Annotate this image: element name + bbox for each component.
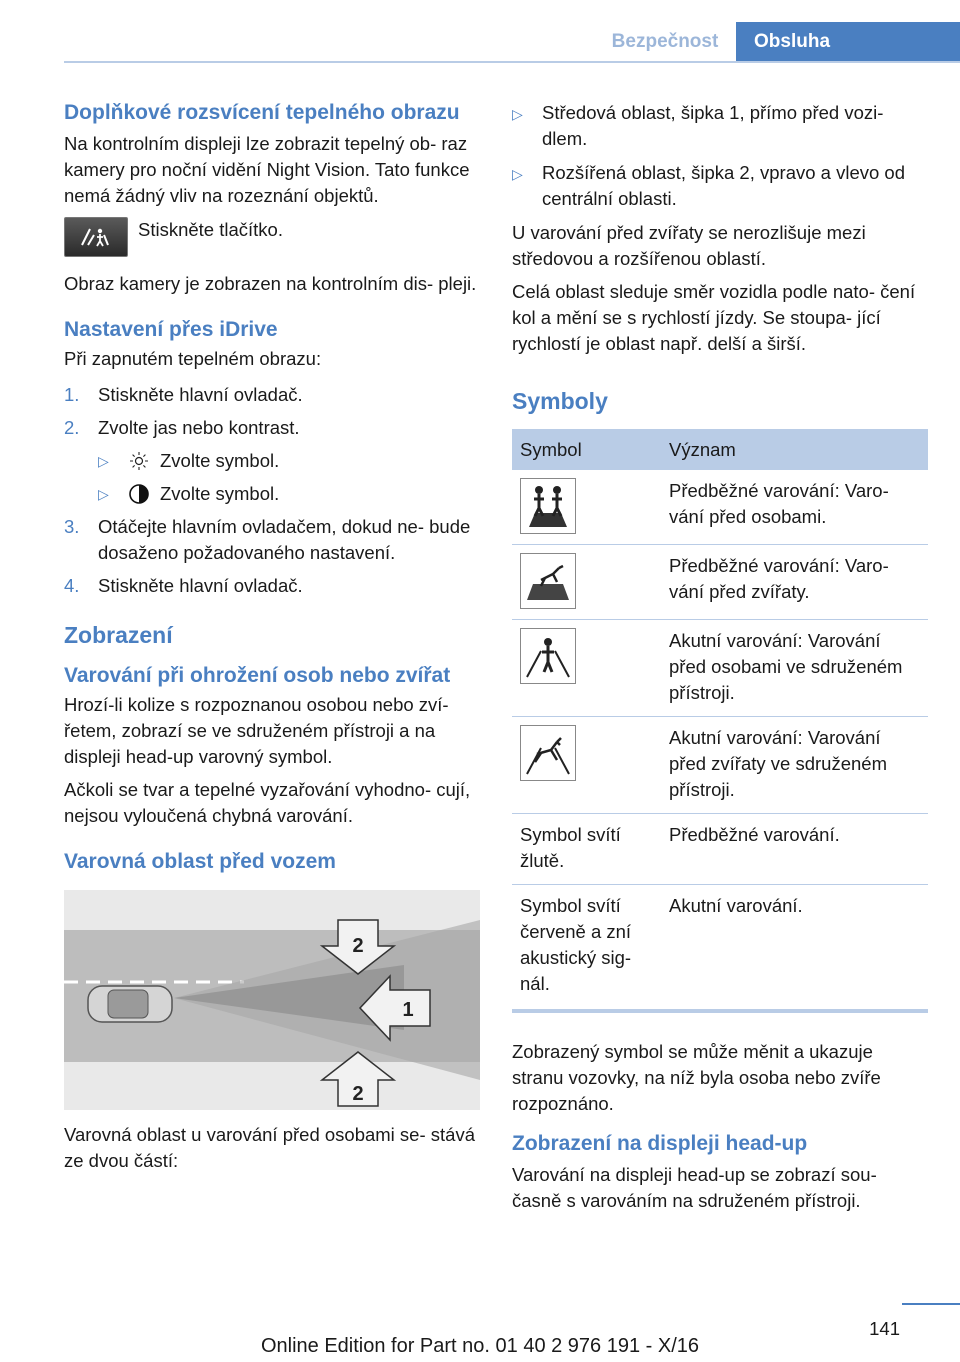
table-cell-symbol: Symbol svítí červeně a zní akustický sig- nál.: [520, 895, 632, 994]
table-row: [512, 545, 928, 620]
right-column: [512, 100, 928, 1221]
animals-acute-warning-icon: [520, 725, 576, 781]
list-item-text: Středová oblast, šipka 1, přímo před vozi- dlem.: [542, 102, 884, 149]
button-instruction: [64, 217, 480, 257]
triangle-bullet-icon: ▷: [512, 166, 523, 182]
heading-symbols: Symboly: [512, 388, 608, 414]
warning-area-parts-list: [512, 100, 928, 212]
steps-list-continued: [64, 514, 480, 599]
step-text: Stiskněte hlavní ovladač.: [98, 384, 303, 405]
list-item: [512, 100, 928, 152]
step-number: 4.: [64, 575, 80, 596]
step-item: [64, 382, 480, 408]
table-cell-meaning: Akutní varování.: [669, 895, 803, 916]
step-number: 1.: [64, 384, 80, 405]
step-text: Stiskněte hlavní ovladač.: [98, 575, 303, 596]
arrow-label: 2: [352, 935, 364, 957]
animals-prewarning-icon: [520, 553, 576, 609]
paragraph-collision-warning: Hrozí-li kolize s rozpoznanou osobou nebo zví- řetem, zobrazí se ve sdruženém přístroji a na displeji head-up varovný symbol.: [64, 694, 449, 767]
subitem-contrast: [98, 481, 480, 507]
list-item-text: Rozšířená oblast, šipka 2, vpravo a vlevo od centrální oblasti.: [542, 162, 905, 209]
paragraph-camera-image: Obraz kamery je zobrazen na kontrolním dis- pleji.: [64, 273, 477, 294]
table-row: [512, 620, 928, 717]
heading-thermal-image: Doplňkové rozsvícení tepelného obrazu: [64, 101, 460, 124]
page-number: 141: [869, 1318, 900, 1339]
paragraph-head-up-warning: Varování na displeji head-up se zobrazí sou- časně s varováním na sdruženém přístroji.: [512, 1164, 877, 1211]
edition-footer: Online Edition for Part no. 01 40 2 976 191 - X/16: [260, 1335, 700, 1357]
heading-warning-area: Varovná oblast před vozem: [64, 850, 336, 873]
table-cell-symbol: [512, 545, 661, 620]
table-row: [512, 814, 928, 885]
table-cell-meaning: Předběžné varování: Varo- vání před zvířaty.: [661, 545, 928, 620]
warning-area-diagram: [64, 890, 480, 1110]
table-row: [512, 470, 928, 545]
table-bottom-rule: [512, 1009, 928, 1013]
column-header-symbol: Symbol: [512, 429, 661, 470]
paragraph-warning-area-parts: Varovná oblast u varování před osobami se- stává ze dvou částí:: [64, 1124, 475, 1171]
page-header: [0, 0, 960, 62]
paragraph-thermal-intro: Na kontrolním displeji lze zobrazit tepelný ob- raz kamery pro noční vidění Night Vision. Tato funkce nemá žádný vliv na rozeznání objektů.: [64, 133, 470, 206]
table-cell-symbol: [512, 717, 661, 814]
step-text: Zvolte jas nebo kontrast.: [98, 417, 300, 438]
step-number: 2.: [64, 417, 80, 438]
footer-rule: [902, 1303, 960, 1305]
step-item: [64, 573, 480, 599]
step-item: [64, 415, 480, 441]
steps-list: [64, 382, 480, 441]
triangle-bullet-icon: ▷: [98, 453, 109, 469]
table-cell-meaning: Akutní varování: Varování před zvířaty ve sdruženém přístroji.: [661, 717, 928, 814]
paragraph-animal-warning: U varování před zvířaty se nerozlišuje mezi středovou a rozšířenou oblastí.: [512, 222, 866, 269]
tab-bezpecnost[interactable]: Bezpečnost: [611, 31, 719, 52]
paragraph-symbol-side: Zobrazený symbol se může měnit a ukazuje stranu vozovky, na níž byla osoba nebo zvíře rozpoznáno.: [512, 1041, 881, 1114]
subitem-text: Zvolte symbol.: [160, 483, 280, 504]
table-cell-symbol: [512, 470, 661, 545]
step-item: [64, 514, 480, 566]
night-vision-button-icon: [64, 217, 128, 257]
paragraph-idrive-intro: Při zapnutém tepelném obrazu:: [64, 348, 322, 369]
table-cell-meaning: Předběžné varování.: [661, 814, 928, 885]
table-header-row: [512, 429, 928, 470]
contrast-icon: [128, 483, 150, 505]
paragraph-area-follows: Celá oblast sleduje směr vozidla podle nato- čení kol a mění se s rychlostí jízdy. Se stoupa- jící rychlostí je oblast např. delší a širší.: [512, 281, 916, 354]
table-cell-symbol: Symbol svítí žlutě.: [512, 814, 661, 885]
subitem-brightness: [98, 448, 480, 474]
subitem-text: Zvolte symbol.: [160, 450, 280, 471]
step-number: 3.: [64, 516, 80, 537]
left-column: [64, 100, 480, 1181]
triangle-bullet-icon: ▷: [98, 486, 109, 502]
header-divider: [64, 61, 960, 63]
button-instruction-label: Stiskněte tlačítko.: [138, 219, 283, 240]
triangle-bullet-icon: ▷: [512, 106, 523, 122]
persons-prewarning-icon: [520, 478, 576, 534]
step-text: Otáčejte hlavním ovladačem, dokud ne- bude dosaženo požadovaného nastavení.: [98, 516, 471, 563]
table-cell-symbol: [512, 620, 661, 717]
heading-display: Zobrazení: [64, 622, 173, 648]
arrow-label: 1: [402, 999, 414, 1021]
brightness-icon: [128, 450, 150, 472]
heading-head-up-display: Zobrazení na displeji head-up: [512, 1132, 808, 1155]
table-row: [512, 885, 928, 1008]
heading-warning-persons-animals: Varování při ohrožení osob nebo zvířat: [64, 664, 451, 687]
heading-idrive-settings: Nastavení přes iDrive: [64, 318, 278, 341]
symbols-table: [512, 429, 928, 1007]
table-row: [512, 717, 928, 814]
list-item: [512, 160, 928, 212]
paragraph-false-warnings: Ačkoli se tvar a tepelné vyzařování vyhodno- cují, nejsou vyloučená chybná varování.: [64, 779, 471, 826]
table-cell-meaning: Předběžné varování: Varo- vání před osobami.: [661, 470, 928, 545]
table-cell-meaning: Akutní varování: Varování před osobami ve sdruženém přístroji.: [661, 620, 928, 717]
tab-obsluha[interactable]: Obsluha: [736, 22, 960, 62]
column-header-meaning: Význam: [661, 429, 928, 470]
arrow-label: 2: [352, 1083, 364, 1105]
persons-acute-warning-icon: [520, 628, 576, 684]
car-icon: [88, 986, 172, 1022]
